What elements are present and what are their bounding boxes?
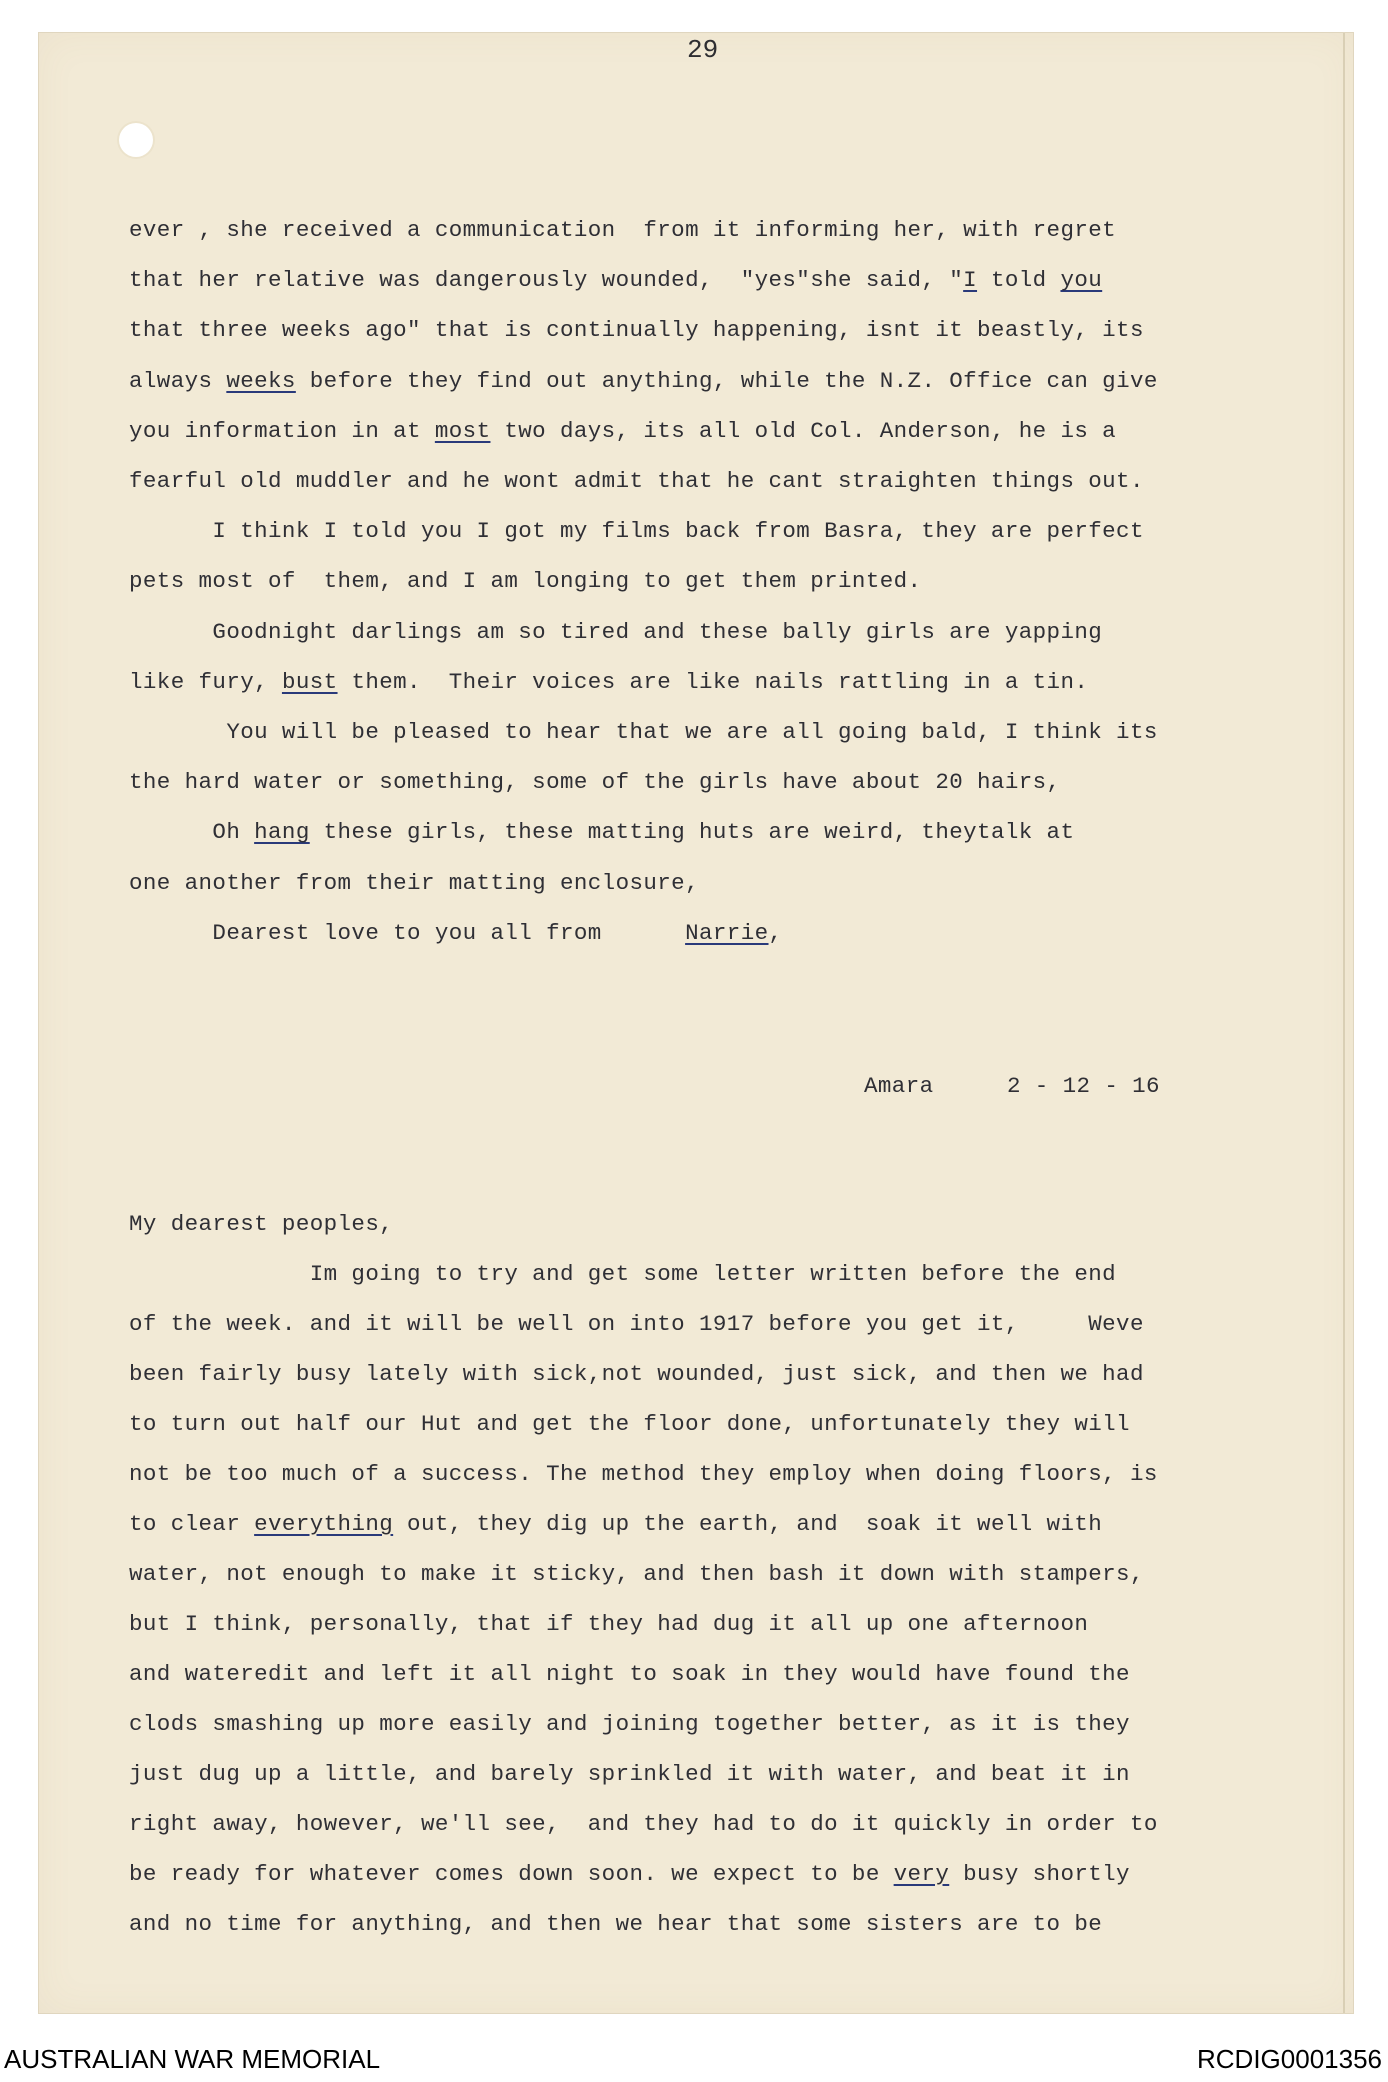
line-text: told [977, 267, 1061, 294]
line-text: just dug up a little, and barely sprinkled it with water, and beat it in [129, 1761, 1130, 1787]
underlined-word: weeks [226, 367, 296, 394]
letter-1-line [129, 217, 1116, 243]
line-text: not be too much of a success. The method they employ when doing floors, is [129, 1461, 1158, 1487]
letter-page [38, 32, 1354, 2014]
line-text: before they find out anything, while the N.Z. Office can give [295, 367, 1158, 394]
footer-institution: AUSTRALIAN WAR MEMORIAL [4, 2044, 381, 2074]
line-text: I think I told you I got my films back from Basra, they are perfect [129, 518, 1144, 545]
line-text: , [768, 919, 783, 946]
letter-1-line [129, 418, 1116, 444]
letter-2-line [129, 1561, 1144, 1587]
letter-1-line [129, 267, 1102, 293]
underlined-word: hang [254, 819, 310, 846]
line-text: them. Their voices are like nails rattling in a tin. [337, 668, 1089, 695]
line-text: you information in at [129, 417, 435, 444]
letter-2-line [129, 1911, 1102, 1937]
letter-1-line [129, 518, 1144, 544]
line-text: of the week. and it will be well on into 1917 before you get it, Weve [129, 1311, 1144, 1337]
letter-2-line [129, 1411, 1130, 1437]
line-text: but I think, personally, that if they had dug it all up one afternoon [129, 1611, 1089, 1637]
line-text: one another from their matting enclosure, [129, 869, 699, 896]
line-text: right away, however, we'll see, and they had to do it quickly in order to [129, 1811, 1158, 1837]
letter-2-line [129, 1361, 1144, 1387]
line-text: Im going to try and get some letter written before the end [129, 1261, 1117, 1287]
line-text: that three weeks ago" that is continually happening, isnt it beastly, its [129, 317, 1144, 344]
letter-1-line [129, 619, 1102, 645]
line-text: always [129, 367, 227, 394]
letter-2-place: Amara [864, 1073, 934, 1099]
line-text: Dearest love to you all from [129, 919, 686, 946]
line-text: clods smashing up more easily and joining together better, as it is they [129, 1711, 1130, 1737]
punch-hole [119, 123, 153, 157]
line-text: be ready for whatever comes down soon. we expect to be [129, 1861, 894, 1887]
letter-2-line [129, 1861, 1130, 1887]
line-text: to turn out half our Hut and get the floor done, unfortunately they will [129, 1411, 1130, 1437]
line-text: and no time for anything, and then we hear that some sisters are to be [129, 1911, 1103, 1937]
line-text: Oh [129, 819, 255, 846]
line-text: water, not enough to make it sticky, and then bash it down with stampers, [129, 1561, 1144, 1587]
letter-1-line [129, 568, 921, 594]
underlined-word: most [434, 417, 491, 444]
footer-record-id: RCDIG0001356 [1197, 2044, 1382, 2074]
letter-2-line [129, 1311, 1144, 1337]
letter-2-line [129, 1661, 1130, 1687]
letter-1-line [129, 769, 1060, 795]
letter-2-salutation: My dearest peoples, [129, 1211, 394, 1237]
letter-2-line [129, 1511, 1102, 1537]
letter-1-line [129, 669, 1088, 695]
underlined-word: very [893, 1861, 950, 1887]
underlined-word: you [1060, 267, 1103, 294]
line-text: Goodnight darlings am so tired and these bally girls are yapping [129, 618, 1103, 645]
underlined-word: everything [254, 1511, 394, 1537]
letter-1-line [129, 819, 1074, 845]
line-text: ever , she received a communication from it informing her, with regret [129, 217, 1117, 243]
line-text: out, they dig up the earth, and soak it well with [393, 1511, 1103, 1537]
underlined-word: bust [281, 668, 338, 695]
letter-2-line [129, 1761, 1130, 1787]
letter-1-line [129, 870, 699, 896]
line-text: these girls, these matting huts are weird, theytalk at [309, 819, 1075, 846]
letter-2-line [129, 1261, 1116, 1287]
letter-1-line [129, 317, 1144, 343]
line-text: fearful old muddler and he wont admit that he cant straighten things out. [129, 468, 1144, 494]
line-text: that her relative was dangerously wounded, "yes"she said, " [129, 267, 964, 294]
line-text: pets most of them, and I am longing to get them printed. [129, 568, 922, 595]
page-number: 29 [687, 35, 719, 65]
line-text: You will be pleased to hear that we are all going bald, I think its [129, 719, 1158, 745]
page-edge-line [1343, 33, 1345, 2013]
letter-1-line [129, 468, 1144, 494]
letter-2-line [129, 1611, 1088, 1637]
letter-2-date: 2 - 12 - 16 [1007, 1073, 1160, 1099]
line-text: and wateredit and left it all night to soak in they would have found the [129, 1661, 1130, 1687]
underlined-word: Narrie [685, 919, 769, 946]
line-text: been fairly busy lately with sick,not wounded, just sick, and then we had [129, 1361, 1144, 1387]
letter-1-line [129, 920, 782, 946]
letter-1-line [129, 719, 1158, 745]
line-text: the hard water or something, some of the girls have about 20 hairs, [129, 769, 1061, 796]
letter-1-line [129, 368, 1158, 394]
letter-2-line [129, 1711, 1130, 1737]
letter-2-line [129, 1811, 1158, 1837]
line-text: to clear [129, 1511, 255, 1537]
underlined-word: I [963, 267, 978, 294]
line-text: two days, its all old Col. Anderson, he is a [490, 417, 1117, 444]
letter-2-line [129, 1461, 1158, 1487]
line-text: like fury, [129, 668, 282, 695]
line-text: busy shortly [949, 1861, 1130, 1887]
